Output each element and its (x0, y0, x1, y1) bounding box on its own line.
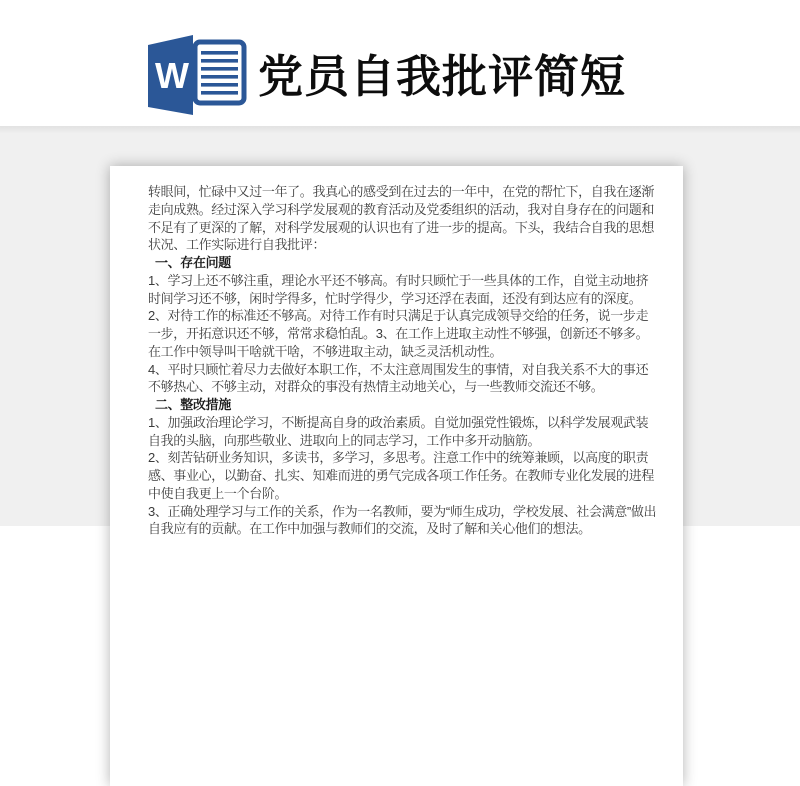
word-icon-letter: W (155, 55, 189, 96)
document-line: 自我的头脑，向那些敬业、进取向上的同志学习，工作中多开动脑筋。 (148, 432, 541, 448)
document-line: 不够热心、不够主动，对群众的事没有热情主动地关心，与一些教师交流还不够。 (148, 379, 604, 395)
document-line: 4、平时只顾忙着尽力去做好本职工作，不太注意周围发生的事情，对自我关系不大的事还 (148, 361, 649, 377)
page-title: 党员自我批评简短 (258, 51, 627, 102)
document-line: 不足有了更深的了解，对科学发展观的认识也有了进一步的提高。下头，我结合自我的思想 (148, 219, 655, 235)
document-line: 3、正确处理学习与工作的关系，作为一名教师，要为“师生成功，学校发展、社会满意”做出 (148, 503, 657, 519)
document-line: 走向成熟。经过深入学习科学发展观的教育活动及党委组织的活动，我对自身存在的问题和 (148, 201, 655, 217)
document-line: 状况、工作实际进行自我批评： (148, 237, 326, 253)
document-line: 感、事业心，以勤奋、扎实、知难而进的勇气完成各项工作任务。在教师专业化发展的进程 (148, 468, 655, 483)
document-line: 1、学习上还不够注重，理论水平还不够高。有时只顾忙于一些具体的工作，自觉主动地挤 (148, 272, 649, 288)
document-line: 时间学习还不够，闲时学得多，忙时学得少，学习还浮在表面，还没有到达应有的深度。 (148, 290, 642, 306)
page-header (0, 0, 800, 126)
document-text (110, 166, 683, 538)
document-page[interactable] (110, 166, 683, 786)
document-line: 2、刻苦钻研业务知识，多读书，多学习，多思考。注意工作中的统筹兼顾，以高度的职责 (148, 450, 649, 466)
section-heading: 一、存在问题 (155, 255, 231, 270)
document-line: 一步，开拓意识还不够，常常求稳怕乱。3、在工作上进取主动性不够强，创新还不够多。 (148, 326, 649, 341)
section-heading: 二、整改措施 (155, 397, 231, 412)
document-line: 在工作中领导叫干啥就干啥，不够进取主动，缺乏灵活机动性。 (148, 343, 503, 359)
document-line: 1、加强政治理论学习，不断提高自身的政治素质。自觉加强党性锻炼，以科学发展观武装 (148, 414, 649, 430)
document-line: 2、对待工作的标准还不够高。对待工作有时只满足于认真完成领导交给的任务，说一步走 (148, 308, 649, 324)
document-line: 自我应有的贡献。在工作中加强与教师们的交流，及时了解和关心他们的想法。 (148, 521, 591, 537)
document-line: 转眼间，忙碌中又过一年了。我真心的感受到在过去的一年中，在党的帮忙下，自我在逐渐 (148, 184, 655, 199)
header-divider (0, 126, 800, 134)
word-file-icon (145, 32, 247, 117)
document-line: 中使自我更上一个台阶。 (148, 485, 288, 501)
